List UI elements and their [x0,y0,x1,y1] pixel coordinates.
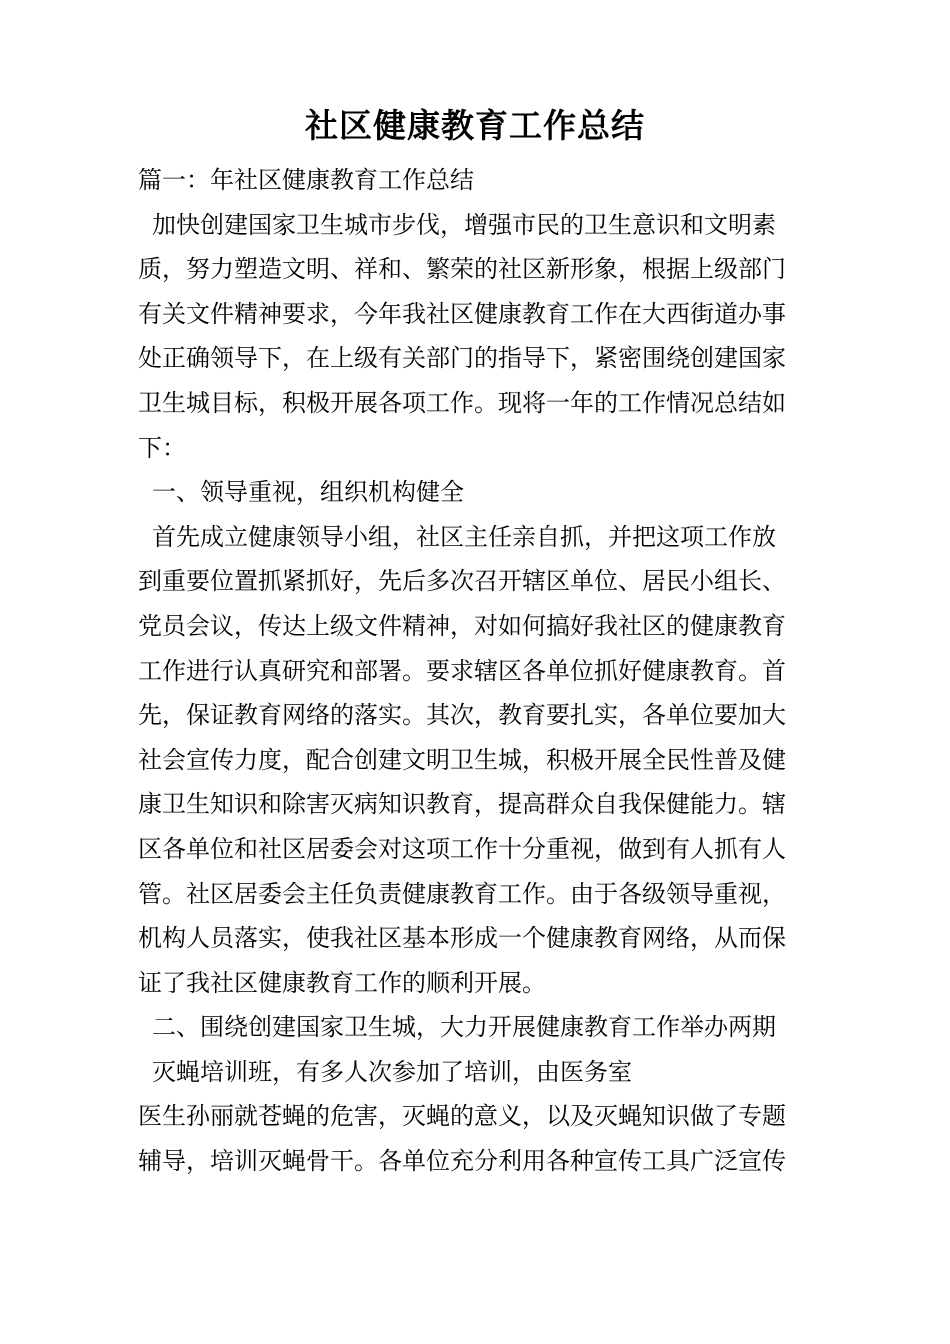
body-line: 机构人员落实，使我社区基本形成一个健康教育网络，从而保 [138,924,786,953]
body-line: 到重要位置抓紧抓好，先后多次召开辖区单位、居民小组长、 [138,567,786,596]
body-line: 灭蝇培训班，有多人次参加了培训，由医务室 [152,1057,632,1086]
body-line: 一、领导重视，组织机构健全 [152,478,464,507]
body-line: 医生孙丽就苍蝇的危害，灭蝇的意义，以及灭蝇知识做了专题 [138,1102,786,1131]
body-line: 质，努力塑造文明、祥和、繁荣的社区新形象，根据上级部门 [138,255,786,284]
document-title: 社区健康教育工作总结 [305,106,645,145]
body-line: 社会宣传力度，配合创建文明卫生城，积极开展全民性普及健 [138,745,786,774]
body-line: 二、围绕创建国家卫生城，大力开展健康教育工作举办两期 [152,1013,776,1042]
body-line: 首先成立健康领导小组，社区主任亲自抓，并把这项工作放 [152,522,776,551]
body-line: 康卫生知识和除害灭病知识教育，提高群众自我保健能力。辖 [138,790,786,819]
body-line: 党员会议，传达上级文件精神，对如何搞好我社区的健康教育 [138,611,786,640]
body-line: 卫生城目标，积极开展各项工作。现将一年的工作情况总结如 [138,388,786,417]
body-line: 下： [138,433,186,462]
body-line: 加快创建国家卫生城市步伐，增强市民的卫生意识和文明素 [152,210,776,239]
body-line: 工作进行认真研究和部署。要求辖区各单位抓好健康教育。首 [138,656,786,685]
body-line: 证了我社区健康教育工作的顺利开展。 [138,968,546,997]
document-body [138,158,838,1184]
body-line: 管。社区居委会主任负责健康教育工作。由于各级领导重视， [138,879,786,908]
body-line: 先，保证教育网络的落实。其次，教育要扎实，各单位要加大 [138,701,786,730]
body-line: 有关文件精神要求，今年我社区健康教育工作在大西街道办事 [138,299,786,328]
body-line: 篇一：年社区健康教育工作总结 [138,166,474,194]
body-line: 处正确领导下，在上级有关部门的指导下，紧密围绕创建国家 [138,344,786,373]
body-line: 区各单位和社区居委会对这项工作十分重视，做到有人抓有人 [138,834,786,863]
body-line: 辅导，培训灭蝇骨干。各单位充分利用各种宣传工具广泛宣传 [138,1147,786,1176]
